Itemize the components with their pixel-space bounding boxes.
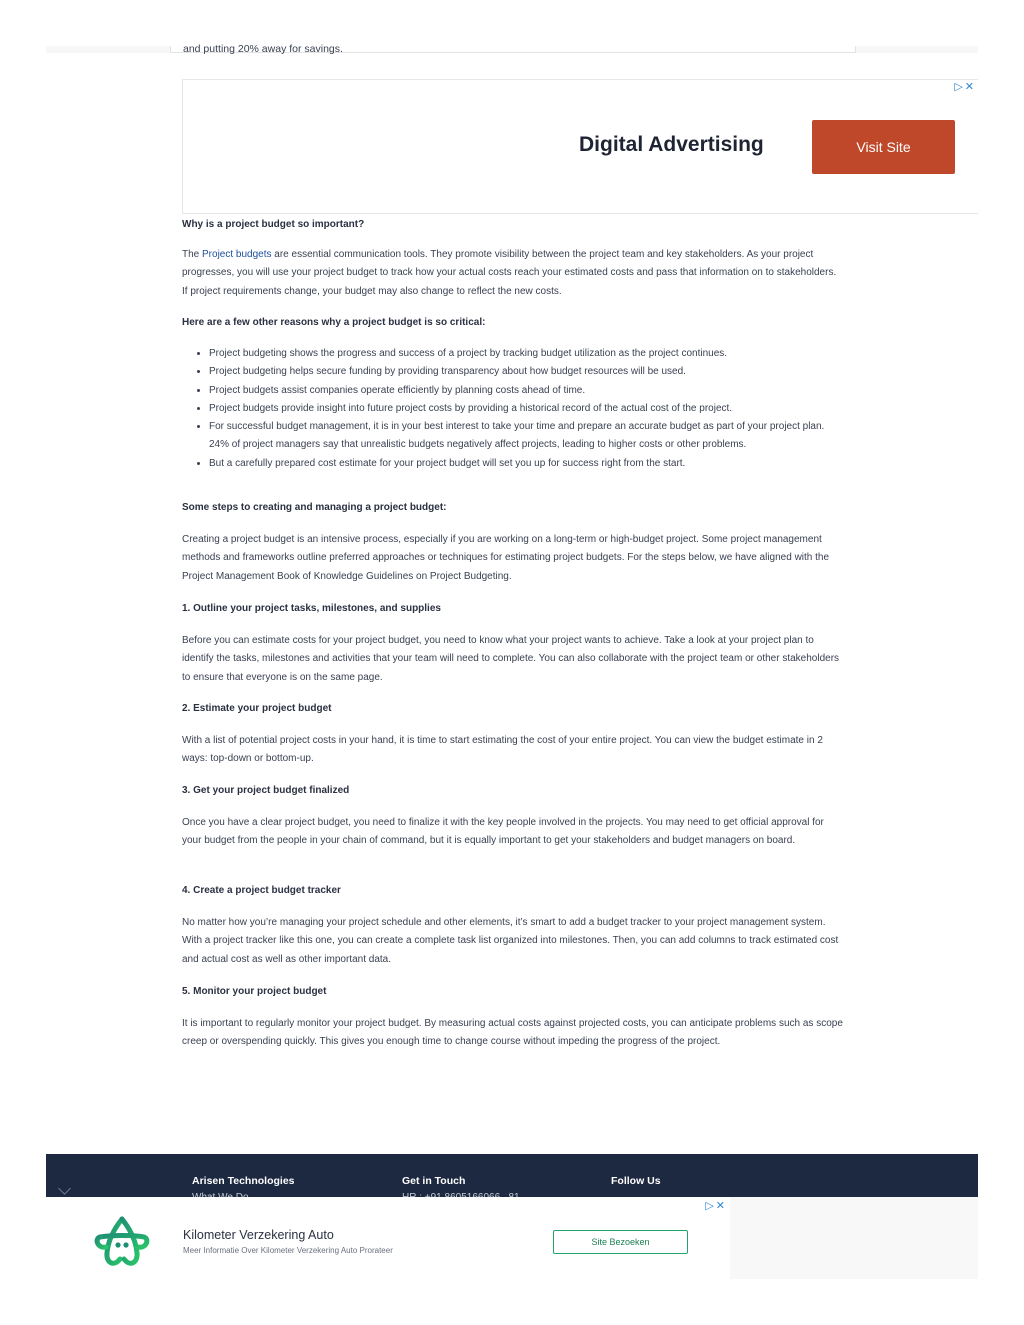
adchoices-icon[interactable]: ▷✕ — [705, 1200, 727, 1212]
heading-step-2: 2. Estimate your project budget — [182, 703, 332, 714]
list-item: • Project budgets provide insight into future project costs by providing a historical record of the actual cost of the project. — [209, 400, 844, 418]
bottom-advertisement[interactable] — [46, 1197, 730, 1279]
heading-step-4: 4. Create a project budget tracker — [182, 885, 341, 896]
paragraph-step-2: With a list of potential project costs in your hand, it is time to start estimating the cost of your entire project. You can view the budget estimate in 2 ways: top-down or bottom-up. — [182, 735, 823, 765]
bottom-ad-filler — [730, 1197, 978, 1279]
heading-step-1: 1. Outline your project tasks, milestones, and supplies — [182, 603, 441, 614]
list-item: • Project budgeting shows the progress and success of a project by tracking budget utilization as the project continues. — [209, 345, 844, 363]
green-knot-logo-icon[interactable] — [94, 1215, 150, 1271]
list-item: • Project budgeting helps secure funding by providing transparency about how budget resources will be used. — [209, 363, 844, 381]
list-item: • Project budgets assist companies operate efficiently by planning costs ahead of time. — [209, 382, 844, 400]
advertisement-banner[interactable] — [182, 79, 978, 214]
footer-company-title: Arisen Technologies — [192, 1175, 295, 1187]
footer-follow-title: Follow Us — [611, 1175, 661, 1187]
heading-reasons: Here are a few other reasons why a project budget is so critical: — [182, 317, 486, 328]
visit-site-button[interactable]: Visit Site — [812, 120, 955, 174]
heading-step-3: 3. Get your project budget finalized — [182, 785, 350, 796]
chevron-down-icon[interactable] — [58, 1182, 71, 1195]
heading-steps: Some steps to creating and managing a project budget: — [182, 502, 447, 513]
paragraph-step-5: It is important to regularly monitor your project budget. By measuring actual costs against projected costs, you can anticipate problems such as scope creep or overspending quickly. This gives you enough time to change course without impeding the progress of the project. — [182, 1018, 843, 1048]
heading-step-5: 5. Monitor your project budget — [182, 986, 327, 997]
bottom-ad-title[interactable]: Kilometer Verzekering Auto — [183, 1228, 334, 1242]
project-budgets-link[interactable]: Project budgets — [202, 249, 272, 260]
list-item: • But a carefully prepared cost estimate for your project budget will set you up for success right from the start. — [209, 455, 844, 473]
cut-off-text: and putting 20% away for savings. — [183, 43, 343, 55]
paragraph-step-3: Once you have a clear project budget, you need to finalize it with the key people involved in the projects. You may need to get official approval for your budget from the people in your chain of command, but it is equally important to get your stakeholders and budget managers on board. — [182, 817, 824, 847]
paragraph-steps: Creating a project budget is an intensive process, especially if you are working on a long-term or high-budget project. Some project management methods and frameworks outline preferred approaches or techniques for estimating project budgets. For the steps below, we have aligned with the Project Management Book of Knowledge Guidelines on Project Budgeting. — [182, 534, 830, 582]
bottom-ad-description: Meer Informatie Over Kilometer Verzekering Auto Prorateer — [183, 1246, 393, 1255]
list-item: • For successful budget management, it is in your best interest to take your time and prepare an accurate budget as part of your project plan. 24% of project managers say that unrealistic budgets negatively affect projects, leading to higher costs or other problems. — [209, 418, 844, 455]
ad-headline[interactable]: Digital Advertising — [579, 133, 764, 156]
paragraph-step-1: Before you can estimate costs for your project budget, you need to know what your project wants to achieve. Take a look at your project plan to identify the tasks, milestones and activities that your team will need to complete. You can also collaborate with the project team or other stakeholders to ensure that everyone is on the same page. — [182, 635, 840, 683]
adchoices-icon[interactable]: ▷✕ — [954, 81, 976, 93]
footer-contact-title: Get in Touch — [402, 1175, 466, 1187]
paragraph-why-important: The Project budgets are essential communication tools. They promote visibility between the project team and key stakeholders. As your project progresses, you will use your project budget to track how your actual costs reach your estimated costs and pass that information on to stakeholders. If project requirements change, your budget may also change to reflect the new costs. — [182, 249, 837, 297]
paragraph-step-4: No matter how you’re managing your project schedule and other elements, it’s smart to add a budget tracker to your project management system. With a project tracker like this one, you can create a complete task list organized into milestones. Then, you can add columns to track estimated cost and actual cost as well as other important data. — [182, 917, 839, 965]
reasons-list — [182, 345, 844, 473]
site-bezoeken-button[interactable]: Site Bezoeken — [553, 1230, 688, 1254]
heading-why-important: Why is a project budget so important? — [182, 219, 365, 230]
